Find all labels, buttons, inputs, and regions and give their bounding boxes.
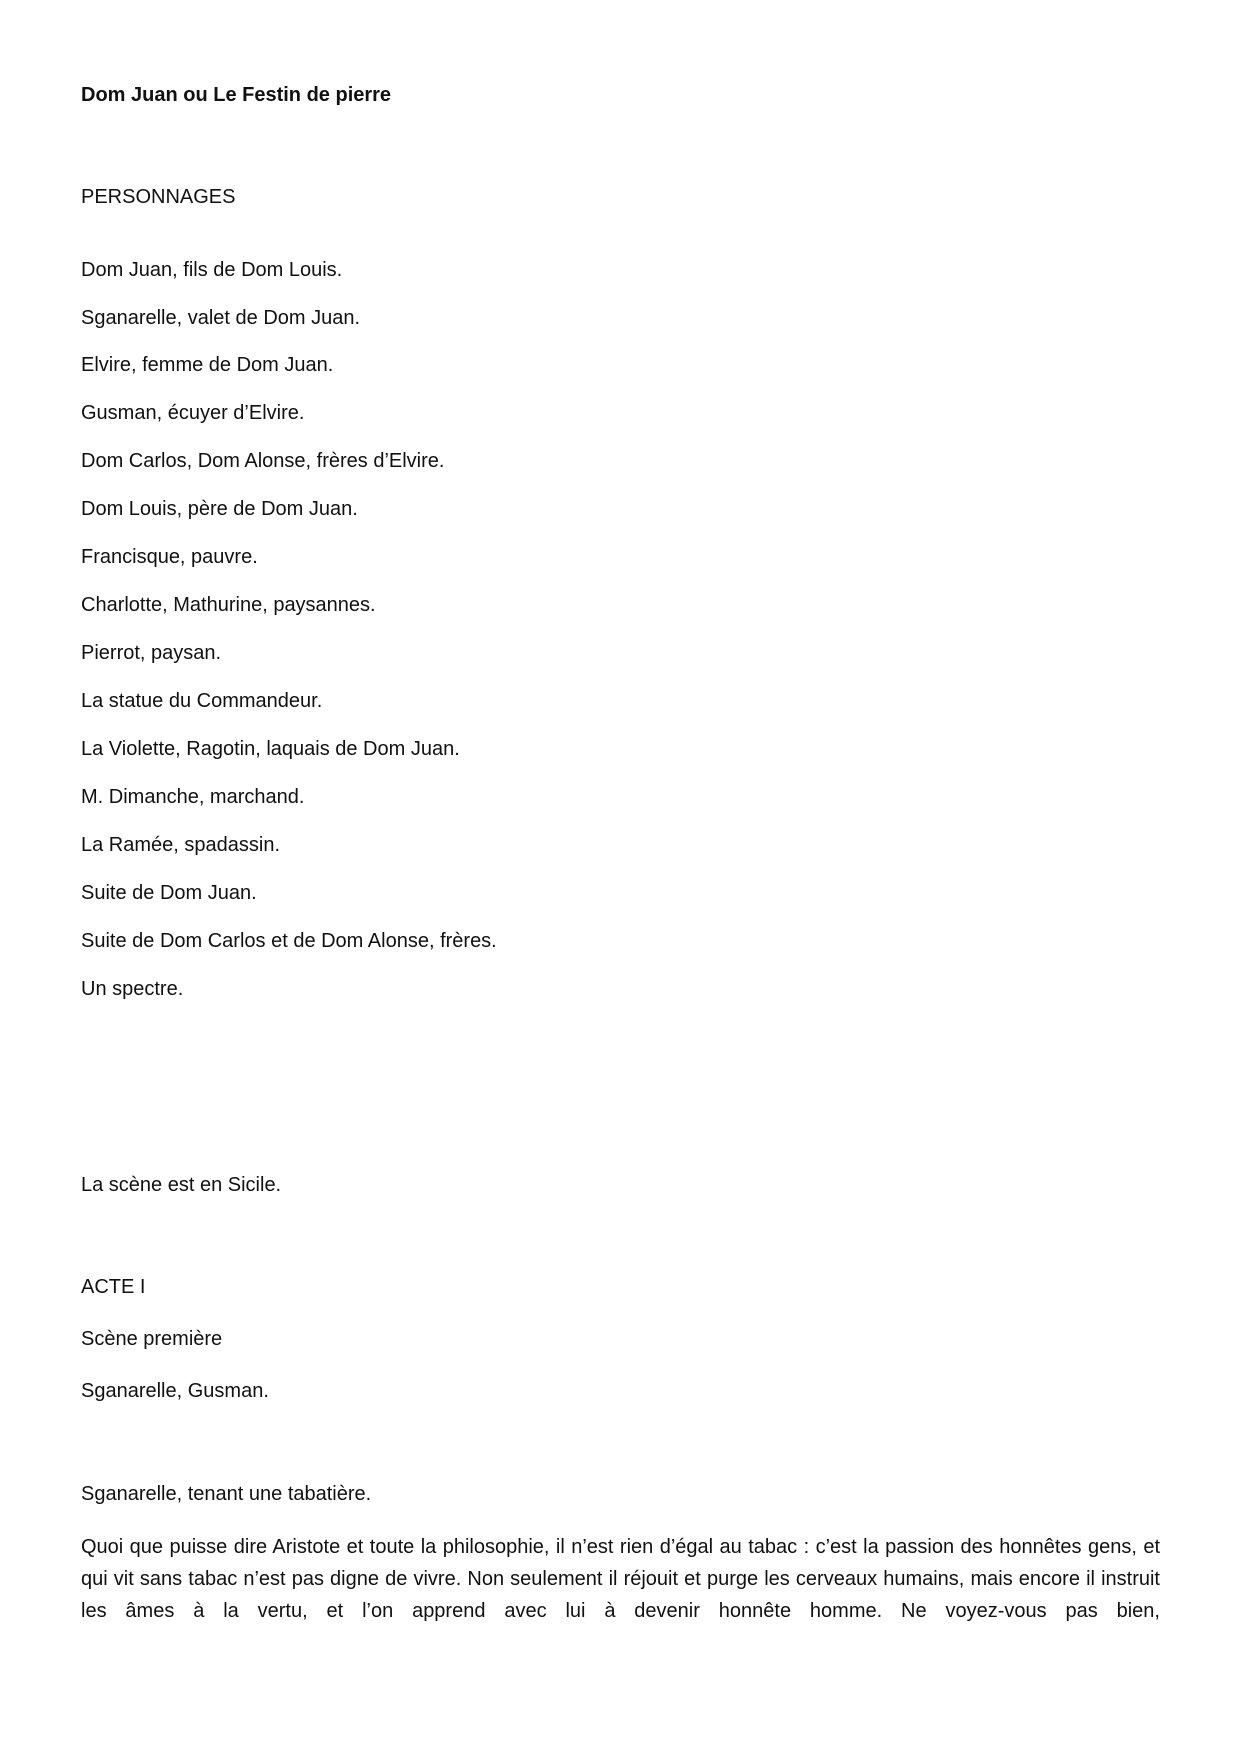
stage-direction: Sganarelle, tenant une tabatière.: [81, 1483, 372, 1505]
cast-item: La Ramée, spadassin.: [81, 834, 281, 856]
cast-item: Suite de Dom Juan.: [81, 882, 257, 904]
cast-item: Dom Carlos, Dom Alonse, frères d’Elvire.: [81, 450, 445, 472]
cast-item: Sganarelle, valet de Dom Juan.: [81, 307, 361, 329]
cast-item: Dom Louis, père de Dom Juan.: [81, 498, 358, 520]
cast-item: La Violette, Ragotin, laquais de Dom Juan.: [81, 738, 460, 760]
scene-heading: Scène première: [81, 1328, 223, 1350]
setting-line: La scène est en Sicile.: [81, 1174, 282, 1196]
scene-characters: Sganarelle, Gusman.: [81, 1380, 269, 1402]
cast-item: Suite de Dom Carlos et de Dom Alonse, frères.: [81, 930, 497, 952]
act-heading: ACTE I: [81, 1276, 146, 1298]
cast-item: Dom Juan, fils de Dom Louis.: [81, 259, 343, 281]
cast-item: La statue du Commandeur.: [81, 690, 323, 712]
cast-item: Gusman, écuyer d’Elvire.: [81, 402, 305, 424]
cast-item: Elvire, femme de Dom Juan.: [81, 354, 334, 376]
cast-item: Pierrot, paysan.: [81, 642, 222, 664]
dialogue-paragraph: Quoi que puisse dire Aristote et toute la philosophie, il n’est rien d’égal au tabac : c’est la passion des honnêtes gens, et qui vit sans tabac n’est pas digne de vivre. Non seulement il réjouit et purge les cerveaux humains, mais encore il instruit les âmes à la vertu, et l’on apprend avec lui à devenir honnête homme. Ne voyez-vous pas bien,: [81, 1536, 1160, 1622]
document-title: Dom Juan ou Le Festin de pierre: [81, 84, 392, 106]
cast-item: Charlotte, Mathurine, paysannes.: [81, 594, 376, 616]
cast-item: Francisque, pauvre.: [81, 546, 258, 568]
personnages-heading: PERSONNAGES: [81, 186, 236, 208]
cast-item: Un spectre.: [81, 978, 184, 1000]
cast-item: M. Dimanche, marchand.: [81, 786, 305, 808]
